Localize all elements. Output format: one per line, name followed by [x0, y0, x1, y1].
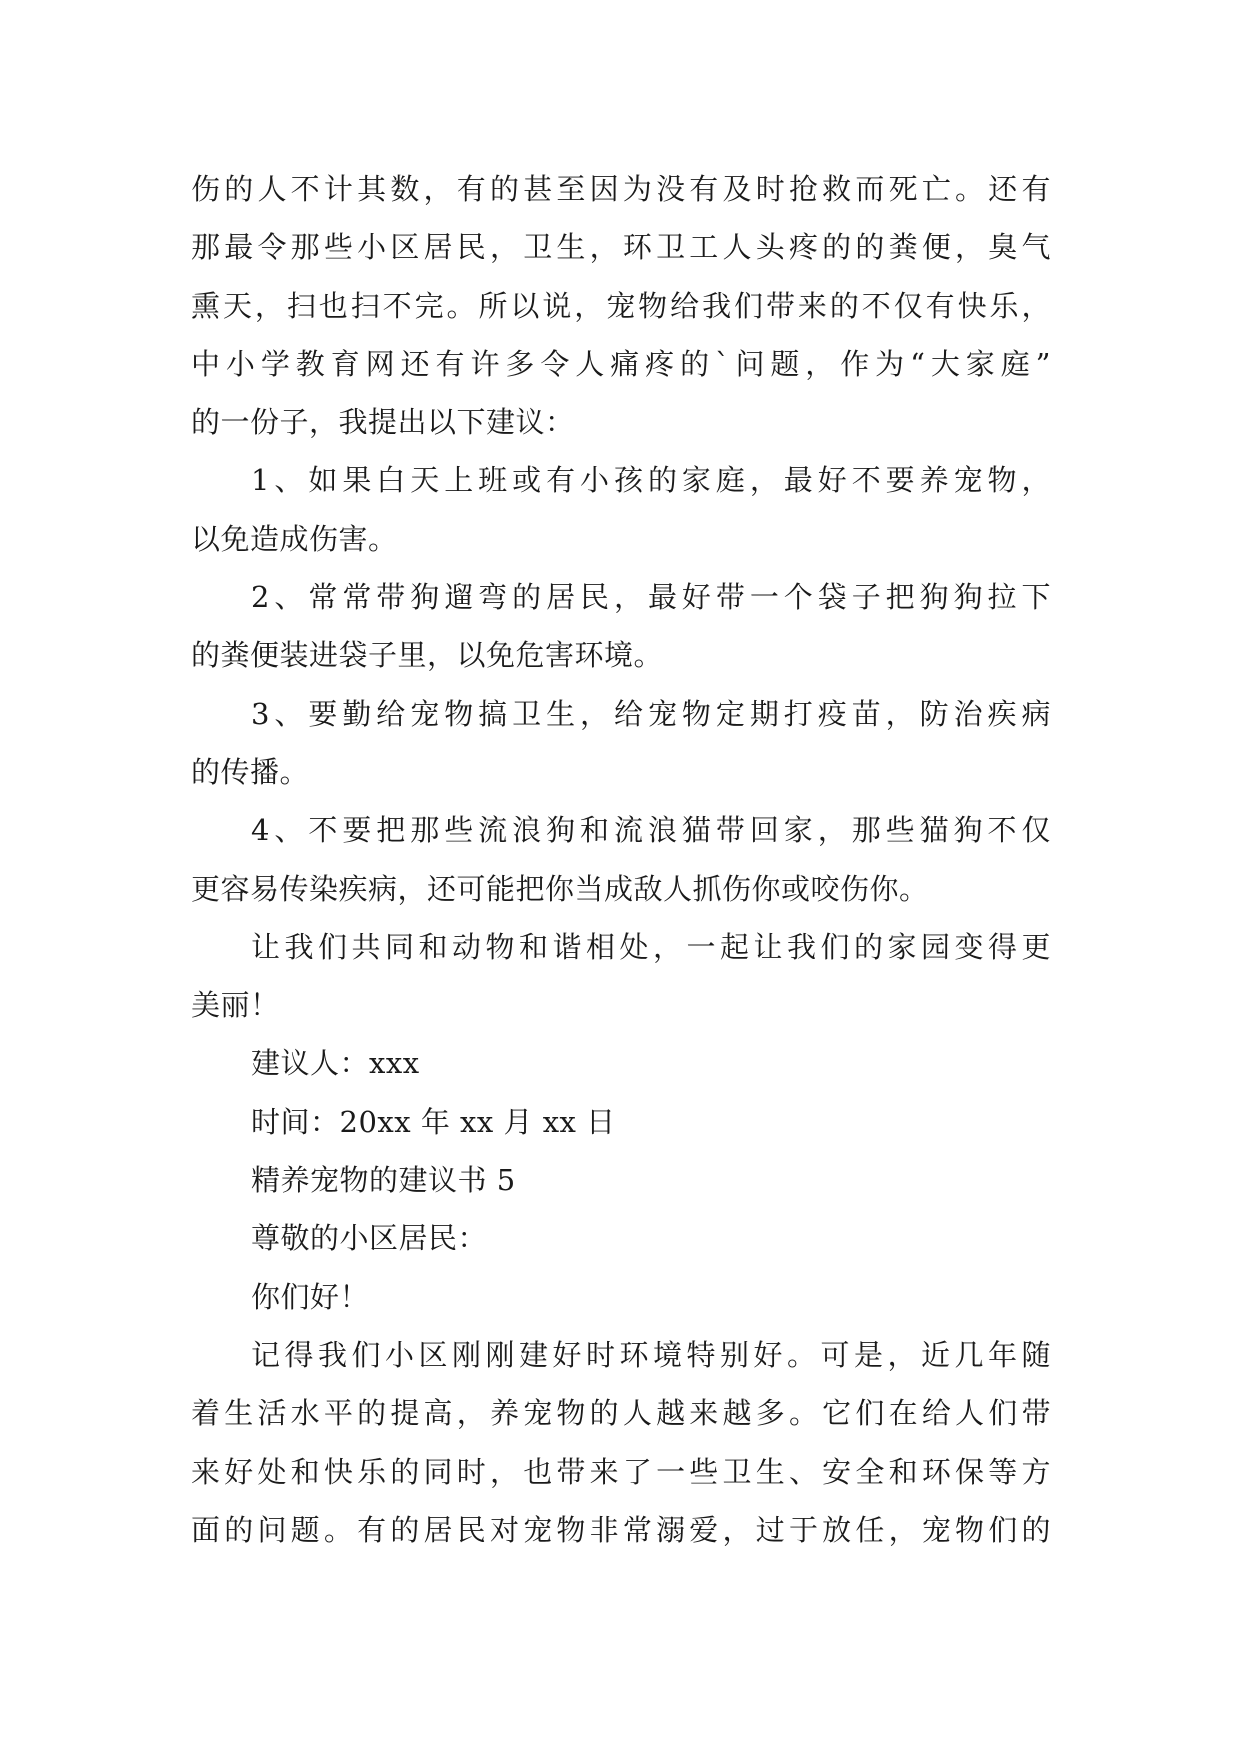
- section-title: 精养宠物的建议书 5: [251, 1163, 516, 1198]
- suggestion-4: 4、不要把那些流浪狗和流浪猫带回家，那些猫狗不仅: [251, 813, 1051, 848]
- proposer-line: 建议人：xxx: [251, 1046, 420, 1081]
- text-line: 来好处和快乐的同时，也带来了一些卫生、安全和环保等方: [191, 1454, 1051, 1489]
- text-line: 的一份子，我提出以下建议：: [191, 405, 575, 440]
- text-line: 美丽！: [191, 988, 280, 1023]
- text-line: 以免造成伤害。: [191, 521, 398, 556]
- text-line: 的传播。: [191, 754, 310, 789]
- date-line: 时间：20xx 年 xx 月 xx 日: [251, 1104, 616, 1139]
- greeting: 你们好！: [251, 1279, 370, 1314]
- closing-paragraph: 让我们共同和动物和谐相处，一起让我们的家园变得更: [251, 929, 1051, 964]
- text-line: 熏天，扫也扫不完。所以说，宠物给我们带来的不仅有快乐，: [191, 288, 1051, 323]
- suggestion-2: 2、常常带狗遛弯的居民，最好带一个袋子把狗狗拉下: [251, 580, 1051, 615]
- text-line: 面的问题。有的居民对宠物非常溺爱，过于放任，宠物们的: [191, 1512, 1051, 1547]
- text-line: 更容易传染疾病，还可能把你当成敌人抓伤你或咬伤你。: [191, 871, 929, 906]
- text-line: 那最令那些小区居民，卫生，环卫工人头疼的的粪便，臭气: [191, 230, 1051, 265]
- text-line: 中小学教育网还有许多令人痛疼的`问题，作为“大家庭”: [191, 346, 1051, 381]
- text-line: 伤的人不计其数，有的甚至因为没有及时抢救而死亡。还有: [191, 172, 1051, 206]
- paragraph-start: 记得我们小区刚刚建好时环境特别好。可是，近几年随: [251, 1337, 1051, 1372]
- suggestion-3: 3、要勤给宠物搞卫生，给宠物定期打疫苗，防治疾病: [251, 696, 1051, 731]
- text-line: 着生活水平的提高，养宠物的人越来越多。它们在给人们带: [191, 1396, 1051, 1431]
- salutation: 尊敬的小区居民：: [251, 1221, 488, 1256]
- suggestion-1: 1、如果白天上班或有小孩的家庭，最好不要养宠物，: [251, 463, 1051, 498]
- document-body: [191, 160, 1051, 1559]
- text-line: 的粪便装进袋子里，以免危害环境。: [191, 638, 664, 673]
